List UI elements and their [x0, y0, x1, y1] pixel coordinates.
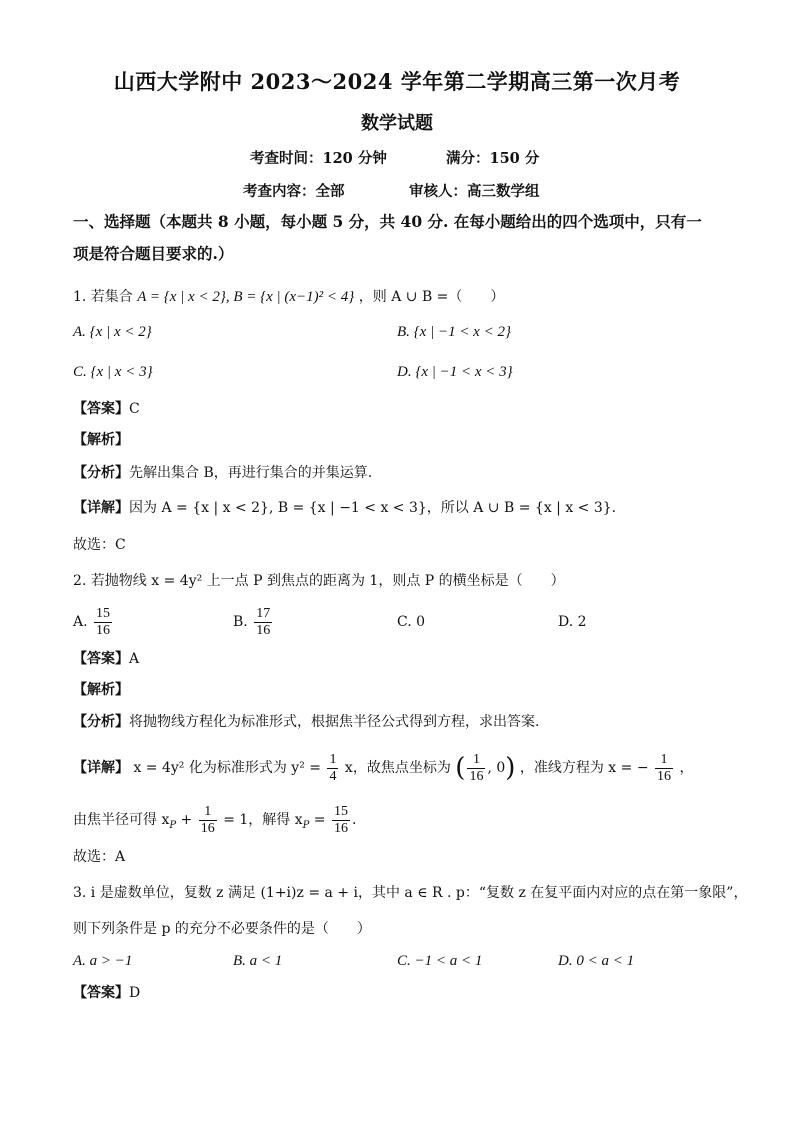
detail-text: 由焦半径可得 x: [73, 812, 170, 828]
q1-choose: 故选：C: [73, 537, 126, 553]
detail-text: ，准线方程为 x = −: [519, 760, 649, 776]
detail-text: x = 4y² 化为标准形式为 y² =: [133, 760, 322, 776]
exam-title: 山西大学附中 2023～2024 学年第二学期高三第一次月考: [113, 69, 681, 94]
q2-option-c: C. 0: [397, 614, 426, 630]
paren-open: (: [455, 753, 466, 783]
q2-option-b: [233, 604, 274, 640]
q1-analysis-tag: 【解析】: [73, 432, 129, 448]
detail-text: = 1，解得 x: [223, 812, 303, 828]
answer-tag: 【答案】: [73, 985, 129, 1001]
paren-close: ): [505, 753, 516, 783]
detail-text: x，故焦点坐标为: [344, 760, 451, 776]
subscript: P: [302, 819, 310, 831]
q1-fenxi: [73, 463, 372, 483]
exam-time: 考查时间：120 分钟: [250, 150, 387, 167]
section-heading-line2: 项是符合题目要求的.）: [73, 244, 234, 263]
exam-subtitle: 数学试题: [361, 113, 433, 134]
detail-text: .: [352, 812, 357, 828]
q2-fenxi: [73, 712, 539, 732]
fenxi-tag: 【分析】: [73, 465, 129, 481]
q1-option-a: A. {x | x < 2}: [73, 324, 152, 340]
detail-tag: 【详解】: [73, 760, 129, 776]
fenxi-tag: 【分析】: [73, 714, 129, 730]
option-label: A.: [73, 614, 88, 630]
subscript: P: [169, 819, 177, 831]
fraction: $\frac{1}{4}$: [329, 751, 337, 784]
q1-option-b: B. {x | −1 < x < 2}: [397, 324, 511, 340]
q2-answer: [73, 649, 139, 669]
detail-tag: 【详解】: [73, 500, 129, 516]
detail-text: +: [176, 812, 193, 828]
answer-tag: 【答案】: [73, 401, 129, 417]
q1-answer: [73, 399, 140, 419]
fraction: $\frac{1}{16}$: [469, 751, 484, 784]
q2-option-d: D. 2: [558, 614, 587, 630]
focus-rest: , 0: [487, 760, 506, 776]
q2-option-a: [73, 604, 114, 640]
section-heading-line1: 一、选择题（本题共 8 小题，每小题 5 分，共 40 分. 在每小题给出的四个选项中，只有一: [73, 212, 702, 231]
exam-score: 满分：150 分: [446, 150, 540, 167]
fenxi-text: 将抛物线方程化为标准形式，根据焦半径公式得到方程，求出答案.: [129, 714, 540, 730]
fraction: $\frac{15}{16}$: [334, 803, 348, 836]
q1-stem: [73, 287, 504, 307]
answer-value: D: [129, 985, 141, 1001]
q2-detail-line1: [73, 748, 693, 788]
answer-value: A: [129, 651, 140, 667]
fraction: $\frac{15}{16}$: [96, 605, 111, 638]
q3-option-d: D. 0 < a < 1: [558, 953, 635, 969]
q2-analysis-tag: 【解析】: [73, 682, 129, 698]
exam-reviewer: 审核人：高三数学组: [409, 183, 540, 200]
q2-stem: 2. 若抛物线 x = 4y² 上一点 P 到焦点的距离为 1，则点 P 的横坐标是（ ）: [73, 573, 565, 589]
fraction: $\frac{1}{16}$: [657, 751, 672, 784]
q3-stem-line2: 则下列条件是 p 的充分不必要条件的是（ ）: [73, 921, 371, 937]
q1-stem-end: ，则 A ∪ B =（ ）: [358, 289, 505, 305]
fraction: $\frac{1}{16}$: [200, 803, 215, 836]
q1-number: 1. 若集合: [73, 289, 133, 305]
q3-option-a: A. a > −1: [73, 953, 133, 969]
q1-detail: [73, 498, 616, 518]
q1-sets: A = {x | x < 2}, B = {x | (x−1)² < 4}: [137, 289, 355, 305]
q2-detail-line2: [73, 802, 356, 844]
q2-choose: 故选：A: [73, 849, 126, 865]
answer-value: C: [129, 401, 140, 417]
detail-text: ，: [679, 760, 694, 776]
q3-answer: [73, 983, 140, 1003]
q1-option-c: C. {x | x < 3}: [73, 364, 153, 380]
detail-text: 因为 A = {x | x < 2}, B = {x | −1 < x < 3}，所以 A ∪ B = {x | x < 3}.: [129, 500, 617, 516]
exam-content: 考查内容：全部: [243, 183, 345, 200]
q3-stem-line1: 3. i 是虚数单位，复数 z 满足 (1+i)z = a + i，其中 a ∈ R . p：“复数 z 在复平面内对应的点在第一象限”，: [73, 885, 748, 901]
q3-option-b: B. a < 1: [233, 953, 283, 969]
fenxi-text: 先解出集合 B，再进行集合的并集运算.: [129, 465, 373, 481]
answer-tag: 【答案】: [73, 651, 129, 667]
option-label: B.: [233, 614, 248, 630]
fraction: $\frac{17}{16}$: [256, 605, 271, 638]
q3-option-c: C. −1 < a < 1: [397, 953, 483, 969]
q1-option-d: D. {x | −1 < x < 3}: [397, 364, 513, 380]
detail-text: =: [309, 812, 326, 828]
